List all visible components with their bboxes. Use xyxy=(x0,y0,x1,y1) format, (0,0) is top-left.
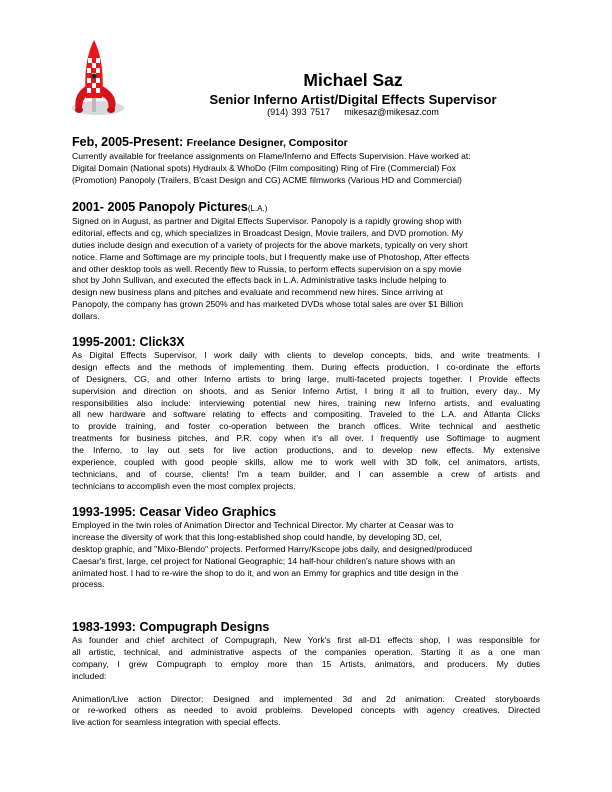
body-line: editorial, effects and cg, which specializes in Broadcast Design, Movie trailers, and DVD promotion. My xyxy=(72,227,464,238)
body-line: As founder and chief architect of Compugraph, New York's first all-D1 effects shop, I was responsible for xyxy=(72,635,540,645)
body-line: Employed in the twin roles of Animation Director and Technical Director. My charter at Ceasar was to xyxy=(72,520,454,530)
body-line: dollars. xyxy=(72,311,100,322)
body-line: technicians to accomplish even the most complex projects. xyxy=(72,480,296,491)
body-line: increase the diversity of work that this long-established shop could handle, by developing 3D, cel, xyxy=(72,531,442,542)
section-body xyxy=(72,350,540,493)
body-line: to provide training, and foster co-operation between the branch offices. Write technical and aesthetic xyxy=(72,421,540,432)
section-click3x xyxy=(72,335,540,493)
body-line: all artistic, technical, and administrative aspects of the companies operation. Starting it as a one man xyxy=(72,646,540,657)
email-link[interactable]: mikesaz@mikesaz.com xyxy=(344,107,439,117)
section-body xyxy=(72,151,540,187)
section-body xyxy=(72,520,540,591)
body-line: Currently available for freelance assignments on Flame/Inferno and Effects Supervision. Have worked at: xyxy=(72,151,471,161)
dates: 1983-1993: xyxy=(72,620,136,634)
section-heading xyxy=(72,505,540,520)
body-line: included: xyxy=(72,670,107,681)
section-body-duties xyxy=(72,694,540,730)
company: Compugraph Designs xyxy=(139,620,270,634)
candidate-name: Michael Saz xyxy=(303,70,403,90)
body-line: shot by John Sullivan, and executed the effects back in L.A. Administrative tasks include helping to xyxy=(72,275,447,286)
body-line: the Inferno, to lay out sets for live action productions, and to develop new effects. My extensive xyxy=(72,445,540,456)
body-line: and other desktop tools as well. Recently flew to Russia, to perform effects supervision on a spy movie xyxy=(72,263,462,274)
body-line: live action for seamless integration with special effects. xyxy=(72,717,281,728)
dates: 2001- 2005 xyxy=(72,200,136,214)
body-line: notice. Flame and Softimage are my principle tools, but I frequently make use of Photoshop, After effects xyxy=(72,251,470,262)
body-line: animated host. I had to re-wire the shop to do it, and won an Emmy for graphics and title design in the xyxy=(72,567,459,578)
body-line: Animation/Live action Director: Designed and implemented 3d and 2d animation. Created storyboards xyxy=(72,693,540,704)
body-line: experience, coupled with good people skills, allow me to work well with 3D folk, cel animators, artists, xyxy=(72,457,540,468)
section-ceasar xyxy=(72,505,540,591)
body-line: responsibilities also include: interviewing potential new hires, training new Inferno artists, and evaluating xyxy=(72,397,540,408)
body-line: (Promotion) Panopoly (Trailers, B'cast Design and CG) ACME filmworks (Various HD and Commercial) xyxy=(72,174,462,185)
section-heading xyxy=(72,335,540,350)
body-line: treatments for business pitches, and P.R. copy when it's all over. I frequently use Softimage to augment xyxy=(72,433,540,444)
company: Click3X xyxy=(139,335,185,349)
body-line: Panopoly, the company has grown 250% and has marketed DVDs whose total sales are over $1 Billion xyxy=(72,299,464,310)
dates: 1993-1995: xyxy=(72,505,136,519)
candidate-title: Senior Inferno Artist/Digital Effects Supervisor xyxy=(209,92,497,107)
body-line: process. xyxy=(72,579,105,590)
section-compugraph xyxy=(72,620,540,729)
section-body xyxy=(72,635,540,683)
body-line: design new business plans and pitches and evaluate and recommend new hires. Since arriving at xyxy=(72,287,443,298)
body-line: Caesar's first, large, cel project for National Geographic; 14 half-hour children's nature shows with an xyxy=(72,555,456,566)
phone: (914) 393 7517 xyxy=(267,107,331,117)
section-freelance xyxy=(72,135,540,187)
location: (L.A.) xyxy=(247,204,268,213)
section-heading xyxy=(72,200,540,216)
dates: 1995-2001: xyxy=(72,335,136,349)
body-line: As Digital Effects Supervisor, I work daily with clients to develop concepts, bids, and write treatments. I xyxy=(72,350,540,360)
section-body xyxy=(72,216,540,323)
contact-info xyxy=(0,107,612,117)
body-line: supervision and direction on shoots, and as Senior Inferno Artist, I bring it all to fruition, every day.. My xyxy=(72,385,540,396)
body-line: Digital Domain (National spots) Hydraulx & WhoDo (Film compositing) Ring of Fire (Commercial) Fox xyxy=(72,162,456,173)
body-line: desktop graphic, and "Mixo-Blendo" projects. Performed Harry/Kscope jobs daily, and designed/produced xyxy=(72,543,473,554)
body-line: technicians, and of course, clients! I'm a team builder, and I can assemble a crew of artists and xyxy=(72,468,540,479)
company: Panopoly Pictures xyxy=(138,200,248,214)
section-heading xyxy=(72,620,540,635)
company: Freelance Designer, Compositor xyxy=(186,137,348,149)
dates: Feb, 2005-Present: xyxy=(72,135,184,149)
body-line: duties include design and execution of a variety of projects for the above markets, typically on very short xyxy=(72,239,468,250)
section-heading xyxy=(72,135,540,151)
body-line: all new hardware and software relating to effects and compositing. Traveled to the L.A. and Atlanta Clicks xyxy=(72,409,540,420)
company: Ceasar Video Graphics xyxy=(139,505,277,519)
body-line: company, I grew Compugraph to employ more than 15 Artists, animators, and producers. My duties xyxy=(72,658,540,669)
body-line: or re-worked others as needed to avoid problems. Developed concepts with agency creatives. Directed xyxy=(72,705,540,716)
section-panopoly xyxy=(72,200,540,323)
body-line: Signed on in August, as partner and Digital Effects Supervisor. Panopoly is a rapidly growing shop with xyxy=(72,216,462,226)
body-line: of Designers, CG, and other Inferno artists to bring large, multi-faceted projects together. I Provide effects xyxy=(72,373,540,384)
body-line: design effects and the methods of implementing them. During effects production, I co-ordinate the efforts xyxy=(72,361,540,372)
